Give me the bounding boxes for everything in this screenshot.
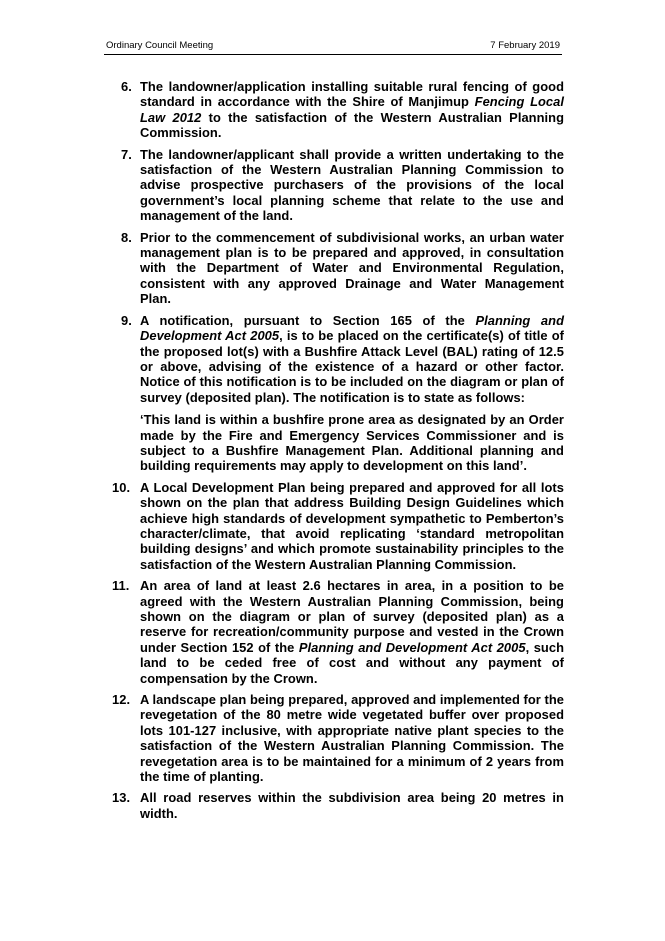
law-title: Fencing Local Law 2012 — [140, 94, 564, 125]
condition-item — [112, 79, 564, 141]
conditions-list — [112, 79, 564, 827]
condition-text — [140, 313, 564, 405]
condition-number: 8. — [121, 229, 132, 245]
condition-text-part: , such land to be ceded free of cost and without any payment of compensation by the Crown. — [140, 639, 564, 686]
condition-text — [140, 578, 564, 686]
condition-item — [112, 692, 564, 784]
condition-number: 7. — [121, 146, 132, 162]
condition-text — [140, 79, 564, 141]
condition-item — [112, 790, 564, 821]
condition-item — [112, 480, 564, 572]
condition-text-part: to the satisfaction of the Western Australian Planning Commission. — [140, 109, 564, 141]
condition-text: All road reserves within the subdivision area being 20 metres in width. — [140, 790, 564, 821]
condition-text-part: An area of land at least 2.6 hectares in area, in a position to be agreed with the Western Australian Planning Commission, being shown on the diagram or plan of survey (deposited plan) as a reserve for recreation/community purpose and vested in the Crown under Section 152 of the — [140, 578, 564, 655]
meeting-title: Ordinary Council Meeting — [106, 40, 214, 51]
notification-quote: ‘This land is within a bushfire prone area as designated by an Order made by the Fire and Emergency Services Commissioner and is subject to a Bushfire Management Plan. Additional planning and building requirements may apply to development on this land’. — [140, 412, 564, 474]
act-title: Planning and Development Act 2005 — [140, 312, 564, 344]
condition-item — [112, 313, 564, 474]
condition-number: 9. — [121, 312, 132, 328]
meeting-date: 7 February 2019 — [490, 40, 560, 51]
condition-number: 12. — [112, 692, 131, 708]
condition-text: A Local Development Plan being prepared and approved for all lots shown on the plan that address Building Design Guidelines which achieve high standards of development sympathetic to Pemberton’s character/climate, that avoid replicating ‘standard metropolitan building designs’ and which promote sustainability principles to the satisfaction of the Western Australian Planning Commission. — [140, 479, 564, 572]
condition-text: Prior to the commencement of subdivisional works, an urban water management plan is to be prepared and approved, in consultation with the Department of Water and Environmental Regulation, consistent with any approved Drainage and Water Management Plan. — [140, 229, 564, 307]
condition-text: The landowner/applicant shall provide a written undertaking to the satisfaction of the Western Australian Planning Commission to advise prospective purchasers of the provisions of the local government’s local planning scheme that relate to the use and management of the land. — [140, 146, 564, 224]
condition-item — [112, 230, 564, 307]
condition-number: 6. — [121, 79, 132, 94]
condition-number: 10. — [112, 479, 131, 495]
condition-text-part: , is to be placed on the certificate(s) of title of the proposed lot(s) with a Bushfire Attack Level (BAL) rating of 12.5 or above, advising of the existence of a hazard or other factor. Notice of this notification is to be included on the diagram or plan of survey (deposited plan). The notification is to state as follows: — [140, 328, 564, 405]
condition-text-part: The landowner/application installing suitable rural fencing of good standard in accordance with the Shire of Manjimup — [140, 79, 564, 110]
condition-item — [112, 147, 564, 224]
condition-item — [112, 578, 564, 686]
page-header — [104, 40, 562, 55]
condition-text: A landscape plan being prepared, approved and implemented for the revegetation of the 80 metre wide vegetated buffer over proposed lots 101-127 inclusive, with appropriate native plant species to the satisfaction of the Western Australian Planning Commission. The revegetation area is to be maintained for a minimum of 2 years from the time of planting. — [140, 692, 564, 785]
condition-number: 13. — [112, 790, 131, 806]
act-title: Planning and Development Act 2005 — [298, 639, 526, 655]
condition-number: 11. — [112, 578, 130, 594]
condition-text-part: A notification, pursuant to Section 165 of the — [140, 312, 476, 328]
